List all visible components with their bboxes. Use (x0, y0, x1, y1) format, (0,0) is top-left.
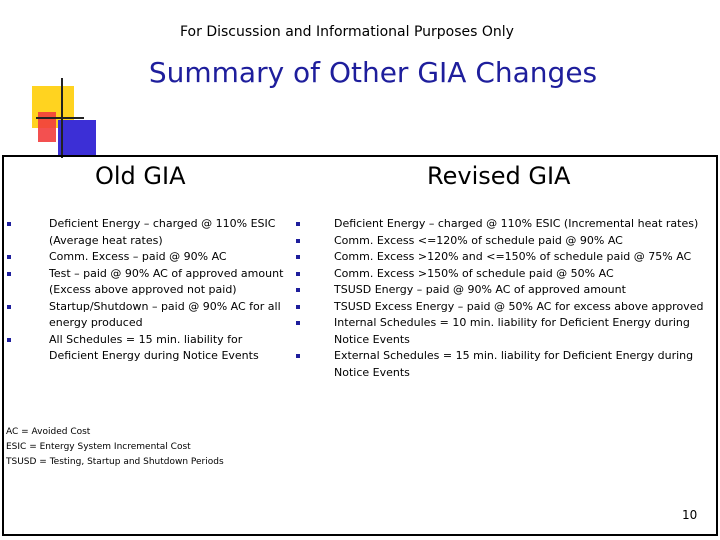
old-gia-heading: Old GIA (95, 162, 186, 190)
bullet-icon (296, 305, 300, 309)
bullet-icon (296, 272, 300, 276)
abbreviation-notes (6, 425, 224, 470)
bullet-icon (7, 255, 11, 259)
list-item (49, 332, 284, 365)
decorative-blue-square (58, 120, 96, 156)
bullet-icon (7, 272, 11, 276)
bullet-icon (7, 338, 11, 342)
page-number: 10 (682, 508, 698, 522)
list-item (334, 249, 704, 266)
list-item (334, 216, 704, 233)
slide-title: Summary of Other GIA Changes (148, 56, 598, 89)
list-item (334, 266, 704, 283)
note-line: ESIC = Entergy System Incremental Cost (6, 442, 191, 452)
bullet-icon (7, 222, 11, 226)
list-item-text: Comm. Excess >150% of schedule paid @ 50% AC (334, 266, 614, 280)
list-item (49, 266, 284, 299)
old-gia-list (49, 216, 284, 365)
list-item-text: Test – paid @ 90% AC of approved amount (Excess above approved not paid) (49, 266, 284, 296)
list-item (49, 299, 284, 332)
list-item-text: Comm. Excess <=120% of schedule paid @ 90% AC (334, 233, 623, 247)
list-item-text: TSUSD Excess Energy – paid @ 50% AC for excess above approved (334, 299, 704, 313)
bullet-icon (296, 288, 300, 292)
list-item-text: TSUSD Energy – paid @ 90% AC of approved amount (334, 283, 626, 296)
revised-gia-heading: Revised GIA (427, 162, 571, 190)
list-item-text: Comm. Excess >120% and <=150% of schedule paid @ 75% AC (334, 250, 692, 263)
list-item-text: Startup/Shutdown – paid @ 90% AC for all energy produced (49, 299, 281, 329)
bullet-icon (296, 255, 300, 259)
bullet-icon (296, 222, 300, 226)
list-item-text: Deficient Energy – charged @ 110% ESIC (Average heat rates) (49, 217, 276, 247)
revised-gia-list (334, 216, 704, 381)
bullet-icon (296, 354, 300, 358)
decorative-horizontal-line (36, 117, 84, 119)
list-item-text: All Schedules = 15 min. liability for Deficient Energy during Notice Events (49, 332, 259, 362)
list-item (334, 233, 704, 250)
disclaimer-text: For Discussion and Informational Purposes Only (180, 24, 514, 40)
list-item-text: Comm. Excess – paid @ 90% AC (49, 250, 227, 263)
list-item (334, 315, 704, 348)
bullet-icon (296, 321, 300, 325)
bullet-icon (296, 239, 300, 243)
list-item (49, 249, 284, 266)
list-item-text: Internal Schedules = 10 min. liability for Deficient Energy during Notice Events (334, 316, 690, 346)
note-line: AC = Avoided Cost (6, 427, 91, 437)
list-item (334, 282, 704, 299)
list-item (334, 348, 704, 381)
list-item-text: Deficient Energy – charged @ 110% ESIC (Incremental heat rates) (334, 217, 699, 230)
list-item (334, 299, 704, 316)
bullet-icon (7, 305, 11, 309)
list-item-text: External Schedules = 15 min. liability for Deficient Energy during Notice Events (334, 349, 694, 379)
list-item (49, 216, 284, 249)
note-line: TSUSD = Testing, Startup and Shutdown Periods (6, 457, 224, 467)
